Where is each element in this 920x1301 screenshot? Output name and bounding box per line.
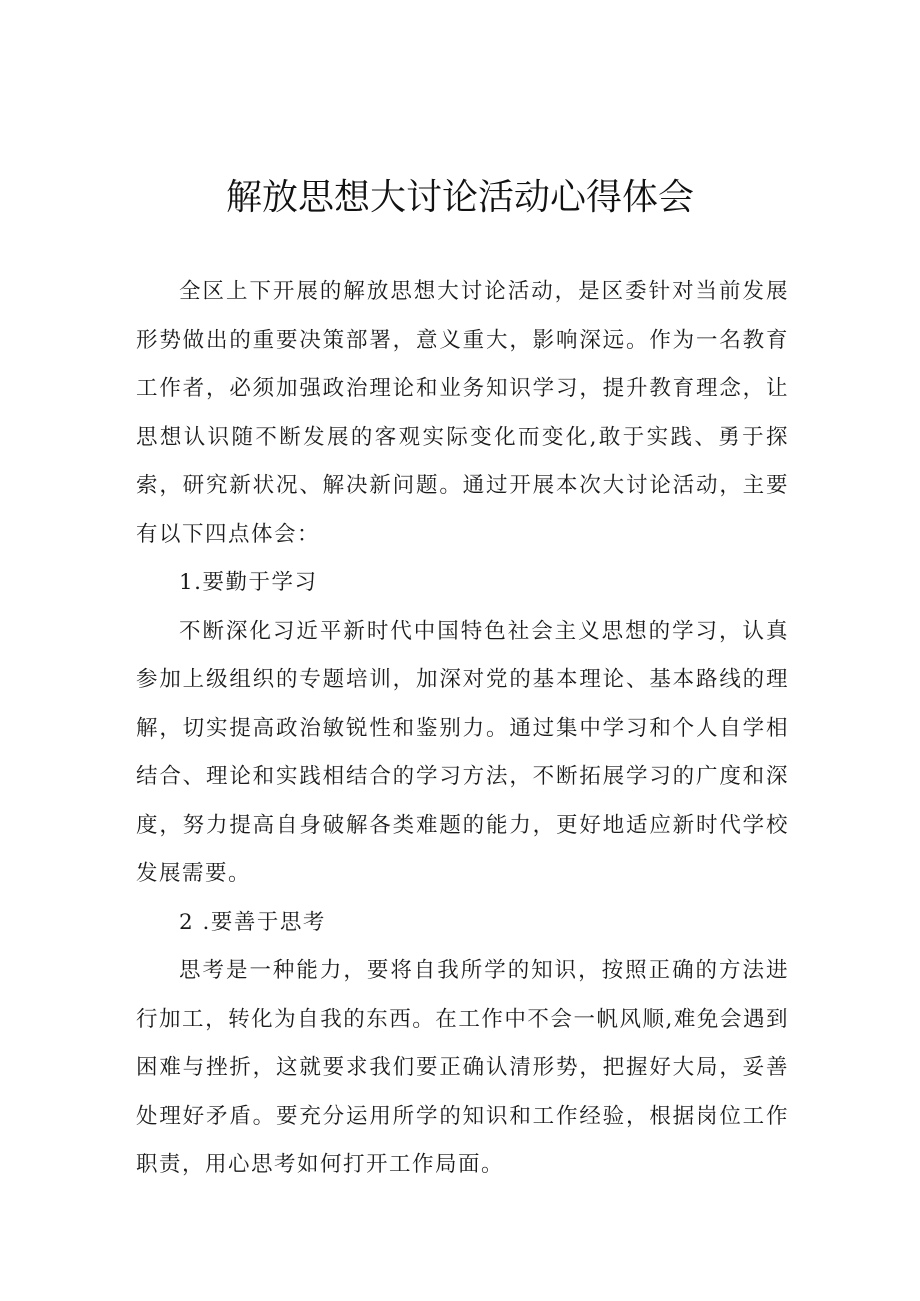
section-1-paragraph: 不断深化习近平新时代中国特色社会主义思想的学习，认真参加上级组织的专题培训，加深对党的基本理论、基本路线的理解，切实提高政治敏锐性和鉴别力。通过集中学习和个人自学相结合、理论和实践相结合的学习方法，不断拓展学习的广度和深度，努力提高自身破解各类难题的能力，更好地适应新时代学校发展需要。	[136, 618, 789, 886]
section-heading-1: 1.要勤于学习	[179, 570, 318, 595]
document-title: 解放思想大讨论活动心得体会	[225, 177, 694, 218]
intro-paragraph: 全区上下开展的解放思想大讨论活动，是区委针对当前发展形势做出的重要决策部署，意义重大，影响深远。作为一名教育工作者，必须加强政治理论和业务知识学习，提升教育理念，让思想认识随不断发展的客观实际变化而变化,敢于实践、勇于探索，研究新状况、解决新问题。通过开展本次大讨论活动，主要有以下四点体会：	[136, 279, 789, 547]
section-heading-2: 2 .要善于思考	[179, 909, 326, 935]
section-2-paragraph: 思考是一种能力，要将自我所学的知识，按照正确的方法进行加工，转化为自我的东西。在工作中不会一帆风顺,难免会遇到困难与挫折，这就要求我们要正确认清形势，把握好大局，妥善处理好矛盾。要充分运用所学的知识和工作经验，根据岗位工作职责，用心思考如何打开工作局面。	[136, 958, 789, 1177]
document-body	[136, 268, 789, 1190]
